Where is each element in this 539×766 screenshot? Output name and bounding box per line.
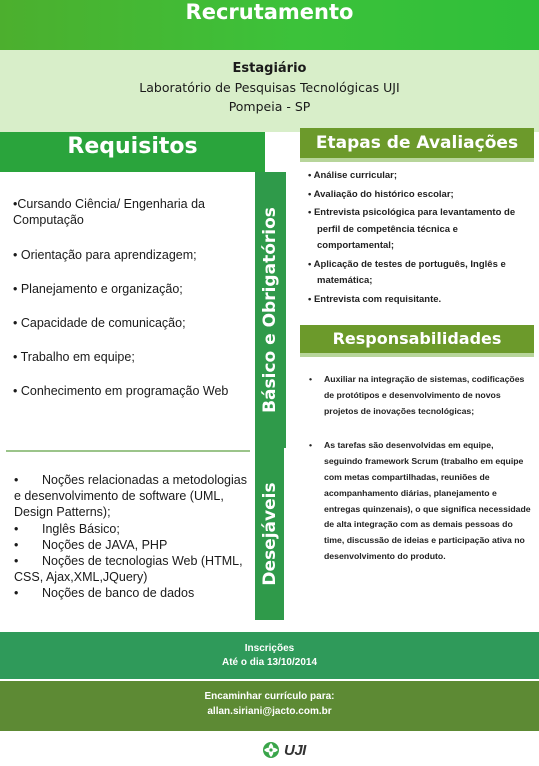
- list-item: • Análise curricular;: [308, 170, 398, 181]
- list-item: • Entrevista com requisitante.: [308, 293, 442, 305]
- page-title: Recrutamento: [185, 0, 354, 24]
- contact-band: [0, 681, 539, 731]
- list-item: • Noções de JAVA, PHP: [14, 537, 168, 552]
- etapas-title: Etapas de Avaliações: [300, 128, 534, 158]
- list-item: • As tarefas são desenvolvidas em equipe, seguindo framework Scrum (trabalho em equipe com metas compartilhadas, reuniões de acompanhamento diárias, planejamento e entregas quinzenais), o que significa necessidade de alta integração com as demais pessoas do time, discussão de ideias e participação ativa no desenvolvimento do produto.: [300, 438, 534, 564]
- etapas-title-underline: [300, 158, 534, 162]
- list-item: • Orientação para aprendizagem;: [13, 248, 197, 262]
- job-location: Pompeia - SP: [228, 99, 311, 114]
- inscricoes-band: [0, 632, 539, 679]
- list-item: • Entrevista psicológica para levantamento de perfil de competência técnica e comportamental;: [308, 207, 516, 251]
- basic-requirements-list: [13, 196, 251, 417]
- job-lab: Laboratório de Pesquisas Tecnológicas UJI: [139, 80, 400, 95]
- leaf-swirl-icon: [262, 741, 280, 759]
- list-item: • Conhecimento em programação Web: [13, 384, 229, 398]
- requisitos-title: Requisitos: [0, 132, 265, 172]
- contact-email[interactable]: allan.siriani@jacto.com.br: [207, 706, 332, 717]
- list-item: • Noções de banco de dados: [14, 586, 195, 601]
- logo-text: UJI: [284, 741, 306, 759]
- responsabilidades-title: Responsabilidades: [300, 325, 534, 353]
- etapas-list: [308, 168, 534, 310]
- list-item: • Noções de tecnologias Web (HTML, CSS, Ajax,XML,JQuery): [14, 554, 243, 585]
- header-band: [0, 0, 539, 50]
- job-role: Estagiário: [232, 61, 307, 76]
- list-item: • Trabalho em equipe;: [13, 350, 135, 364]
- list-item: • Capacidade de comunicação;: [13, 316, 186, 330]
- list-item: • Avaliação do histórico escolar;: [308, 188, 454, 200]
- job-info: [0, 50, 539, 132]
- responsabilidades-title-underline: [300, 353, 534, 357]
- responsabilidades-list: [300, 372, 534, 565]
- desired-requirements-list: [14, 472, 254, 602]
- list-item: • Auxiliar na integração de sistemas, codificações de protótipos e desenvolvimento de novos projetos de inovações tecnológicas;: [300, 372, 534, 419]
- inscricoes-title: Inscrições: [244, 643, 295, 654]
- list-item: •Cursando Ciência/ Engenharia da Computação: [13, 197, 205, 227]
- inscricoes-deadline: Até o dia 13/10/2014: [221, 657, 318, 668]
- uji-logo: [262, 740, 306, 760]
- list-item: • Aplicação de testes de português, Inglês e matemática;: [308, 258, 506, 286]
- contact-label: Encaminhar currículo para:: [204, 691, 335, 702]
- section-divider: [6, 450, 250, 452]
- list-item: • Inglês Básico;: [14, 521, 120, 536]
- list-item: • Noções relacionadas a metodologias e desenvolvimento de software (UML, Design Patterns);: [14, 473, 247, 520]
- list-item: • Planejamento e organização;: [13, 282, 183, 296]
